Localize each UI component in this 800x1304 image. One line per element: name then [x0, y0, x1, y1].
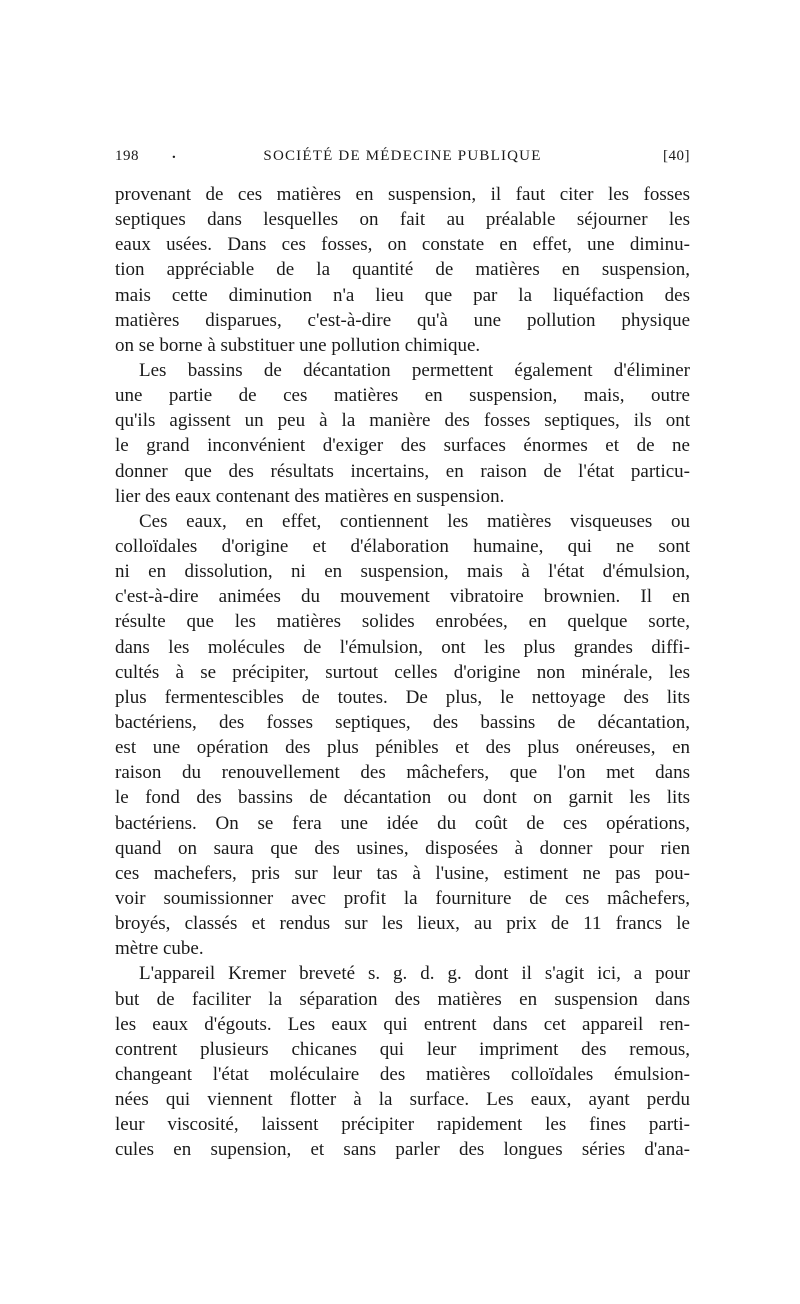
paragraph — [115, 509, 690, 962]
text-line: changeant l'état moléculaire des matières colloïdales émulsion- — [115, 1063, 690, 1085]
text-line: on se borne à substituer une pollution chimique. — [115, 334, 481, 356]
text-line: c'est-à-dire animées du mouvement vibratoire brownien. Il en — [115, 586, 690, 608]
paragraph — [115, 182, 690, 358]
text-line: le grand inconvénient d'exiger des surfaces énormes et de ne — [115, 435, 690, 457]
text-line: donner que des résultats incertains, en raison de l'état particu- — [115, 460, 690, 482]
text-line: cultés à se précipiter, surtout celles d'origine non minérale, les — [115, 661, 690, 683]
text-line: qu'ils agissent un peu à la manière des fosses septiques, ils ont — [115, 410, 690, 432]
text-line: ces machefers, pris sur leur tas à l'usine, estiment ne pas pou- — [115, 862, 690, 884]
text-line: les eaux d'égouts. Les eaux qui entrent dans cet appareil ren- — [115, 1013, 690, 1035]
text-line: le fond des bassins de décantation ou dont on garnit les lits — [115, 787, 690, 809]
page-number: 198 — [115, 148, 139, 164]
text-line: ni en dissolution, ni en suspension, mais à l'état d'émulsion, — [115, 561, 690, 583]
text-line: leur viscosité, laissent précipiter rapidement les fines parti- — [115, 1114, 690, 1136]
text-line: Ces eaux, en effet, contiennent les matières visqueuses ou — [139, 510, 690, 532]
text-line: matières disparues, c'est-à-dire qu'à une pollution physique — [115, 309, 690, 331]
text-line: cules en supension, et sans parler des longues séries d'ana- — [115, 1139, 690, 1161]
running-header — [115, 148, 690, 172]
text-line: mètre cube. — [115, 938, 204, 960]
journal-title: SOCIÉTÉ DE MÉDECINE PUBLIQUE — [263, 148, 542, 164]
text-line: dans les molécules de l'émulsion, ont les plus grandes diffi- — [115, 636, 690, 658]
text-line: septiques dans lesquelles on fait au préalable séjourner les — [115, 209, 690, 231]
section-number: [40] — [663, 148, 690, 164]
text-line: eaux usées. Dans ces fosses, on constate en effet, une diminu- — [115, 234, 690, 256]
text-line: but de faciliter la séparation des matières en suspension dans — [115, 988, 690, 1010]
text-line: mais cette diminution n'a lieu que par la liquéfaction des — [115, 284, 690, 306]
header-separator: . — [172, 146, 177, 162]
text-line: L'appareil Kremer breveté s. g. d. g. dont il s'agit ici, a pour — [139, 963, 690, 985]
text-line: bactériens. On se fera une idée du coût de ces opérations, — [115, 812, 690, 834]
text-line: plus fermentescibles de toutes. De plus, le nettoyage des lits — [115, 686, 690, 708]
text-line: contrent plusieurs chicanes qui leur impriment des remous, — [115, 1038, 690, 1060]
text-line: nées qui viennent flotter à la surface. Les eaux, ayant perdu — [115, 1089, 690, 1111]
text-line: est une opération des plus pénibles et des plus onéreuses, en — [115, 737, 690, 759]
text-line: colloïdales d'origine et d'élaboration humaine, qui ne sont — [115, 535, 690, 557]
text-line: broyés, classés et rendus sur les lieux, au prix de 11 francs le — [115, 913, 690, 935]
text-line: bactériens, des fosses septiques, des bassins de décantation, — [115, 711, 690, 733]
text-line: résulte que les matières solides enrobées, en quelque sorte, — [115, 611, 690, 633]
text-line: raison du renouvellement des mâchefers, que l'on met dans — [115, 762, 690, 784]
paragraph — [115, 358, 690, 509]
text-line: quand on saura que des usines, disposées à donner pour rien — [115, 837, 690, 859]
text-line: une partie de ces matières en suspension, mais, outre — [115, 385, 690, 407]
text-line: lier des eaux contenant des matières en suspension. — [115, 485, 505, 507]
paragraph — [115, 961, 690, 1162]
text-line: provenant de ces matières en suspension, il faut citer les fosses — [115, 184, 690, 205]
body-text — [115, 182, 690, 1162]
text-line: tion appréciable de la quantité de matières en suspension, — [115, 259, 690, 281]
text-line: Les bassins de décantation permettent également d'éliminer — [139, 359, 690, 381]
text-line: voir soumissionner avec profit la fourniture de ces mâchefers, — [115, 887, 690, 909]
